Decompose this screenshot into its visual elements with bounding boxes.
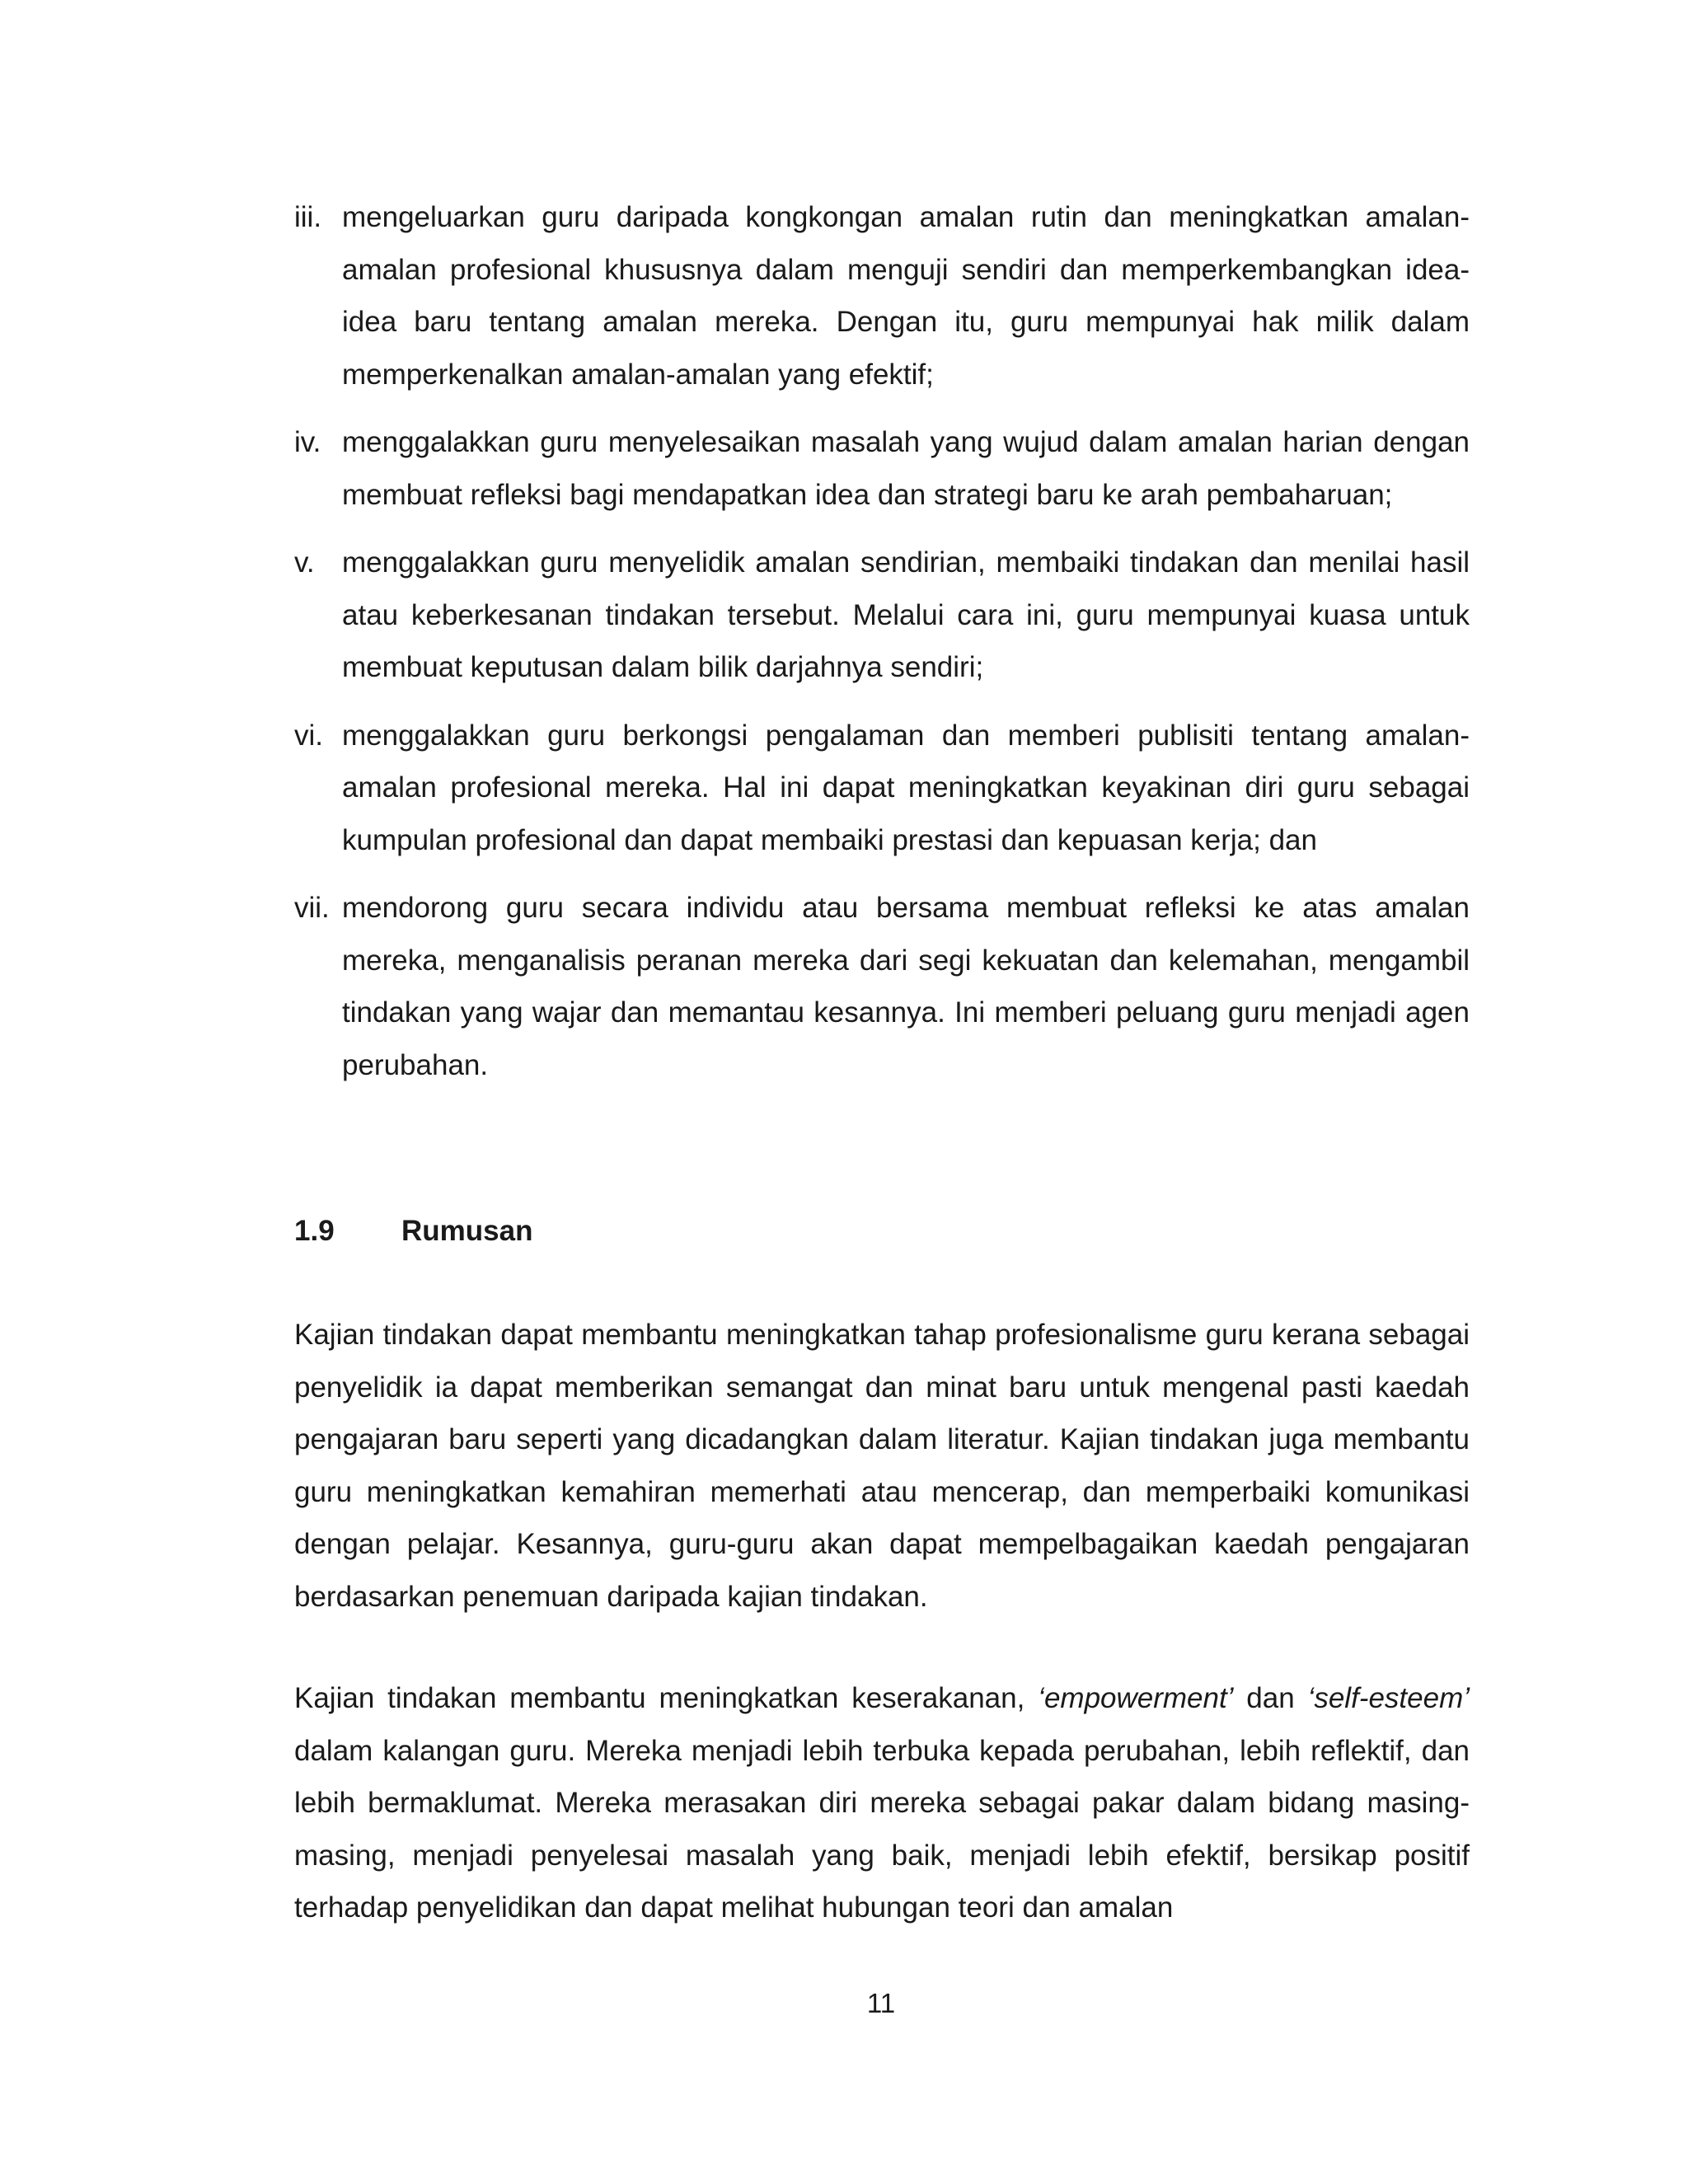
list-item: [294, 710, 1470, 867]
list-item: [294, 882, 1470, 1091]
section-number: 1.9: [294, 1215, 335, 1247]
list-item-text: mengeluarkan guru daripada kongkongan amalan rutin dan meningkatkan amalan-amalan profesional khususnya dalam menguji sendiri dan memperkembangkan idea-idea baru tentang amalan mereka. Dengan itu, guru mempunyai hak milik dalam memperkenalkan amalan-amalan yang efektif;: [342, 201, 1470, 391]
section-title: Rumusan: [401, 1215, 533, 1247]
paragraph-text: dan: [1233, 1682, 1308, 1714]
summary-paragraph-2: [294, 1672, 1470, 1934]
list-item: [294, 416, 1470, 521]
section-heading: [294, 1205, 532, 1257]
page-number: 11: [866, 1988, 896, 2018]
list-marker: iv.: [294, 426, 321, 458]
list-item-text: menggalakkan guru menyelidik amalan sendirian, membaiki tindakan dan menilai hasil atau keberkesanan tindakan tersebut. Melalui cara ini, guru mempunyai kuasa untuk membuat keputusan dalam bilik darjahnya sendiri;: [342, 546, 1470, 683]
list-marker: v.: [294, 546, 315, 579]
emphasis-term: ‘empowerment’: [1038, 1682, 1234, 1714]
list-item: [294, 537, 1470, 694]
paragraph-text: Kajian tindakan membantu meningkatkan keserakanan,: [294, 1682, 1039, 1714]
list-item-text: menggalakkan guru berkongsi pengalaman dan memberi publisiti tentang amalan-amalan profesional mereka. Hal ini dapat meningkatkan keyakinan diri guru sebagai kumpulan profesional dan dapat membaiki prestasi dan kepuasan kerja; dan: [342, 719, 1470, 856]
paragraph-text: dalam kalangan guru. Mereka menjadi lebih terbuka kepada perubahan, lebih reflektif, dan lebih bermaklumat. Mereka merasakan diri mereka sebagai pakar dalam bidang masing-masing, menjadi penyelesai masalah yang baik, menjadi lebih efektif, bersikap positif terhadap penyelidikan dan dapat melihat hubungan teori dan amalan: [294, 1734, 1470, 1924]
summary-paragraph-1: Kajian tindakan dapat membantu meningkatkan tahap profesionalisme guru kerana sebagai penyelidik ia dapat memberikan semangat dan minat baru untuk mengenal pasti kaedah pengajaran baru seperti yang dicadangkan dalam literatur. Kajian tindakan juga membantu guru meningkatkan kemahiran memerhati atau mencerap, dan memperbaiki komunikasi dengan pelajar. Kesannya, guru-guru akan dapat mempelbagaikan kaedah pengajaran berdasarkan penemuan daripada kajian tindakan.: [294, 1319, 1470, 1613]
emphasis-term: ‘self-esteem’: [1307, 1682, 1470, 1714]
list-item: [294, 191, 1470, 401]
list-marker: vi.: [294, 719, 323, 752]
list-item-text: mendorong guru secara individu atau bersama membuat refleksi ke atas amalan mereka, menganalisis peranan mereka dari segi kekuatan dan kelemahan, mengambil tindakan yang wajar dan memantau kesannya. Ini memberi peluang guru menjadi agen perubahan.: [342, 892, 1470, 1081]
objectives-list: [294, 191, 1470, 1107]
list-marker: vii.: [294, 892, 330, 924]
list-item-text: menggalakkan guru menyelesaikan masalah yang wujud dalam amalan harian dengan membuat refleksi bagi mendapatkan idea dan strategi baru ke arah pembaharuan;: [342, 426, 1470, 511]
list-marker: iii.: [294, 201, 322, 233]
